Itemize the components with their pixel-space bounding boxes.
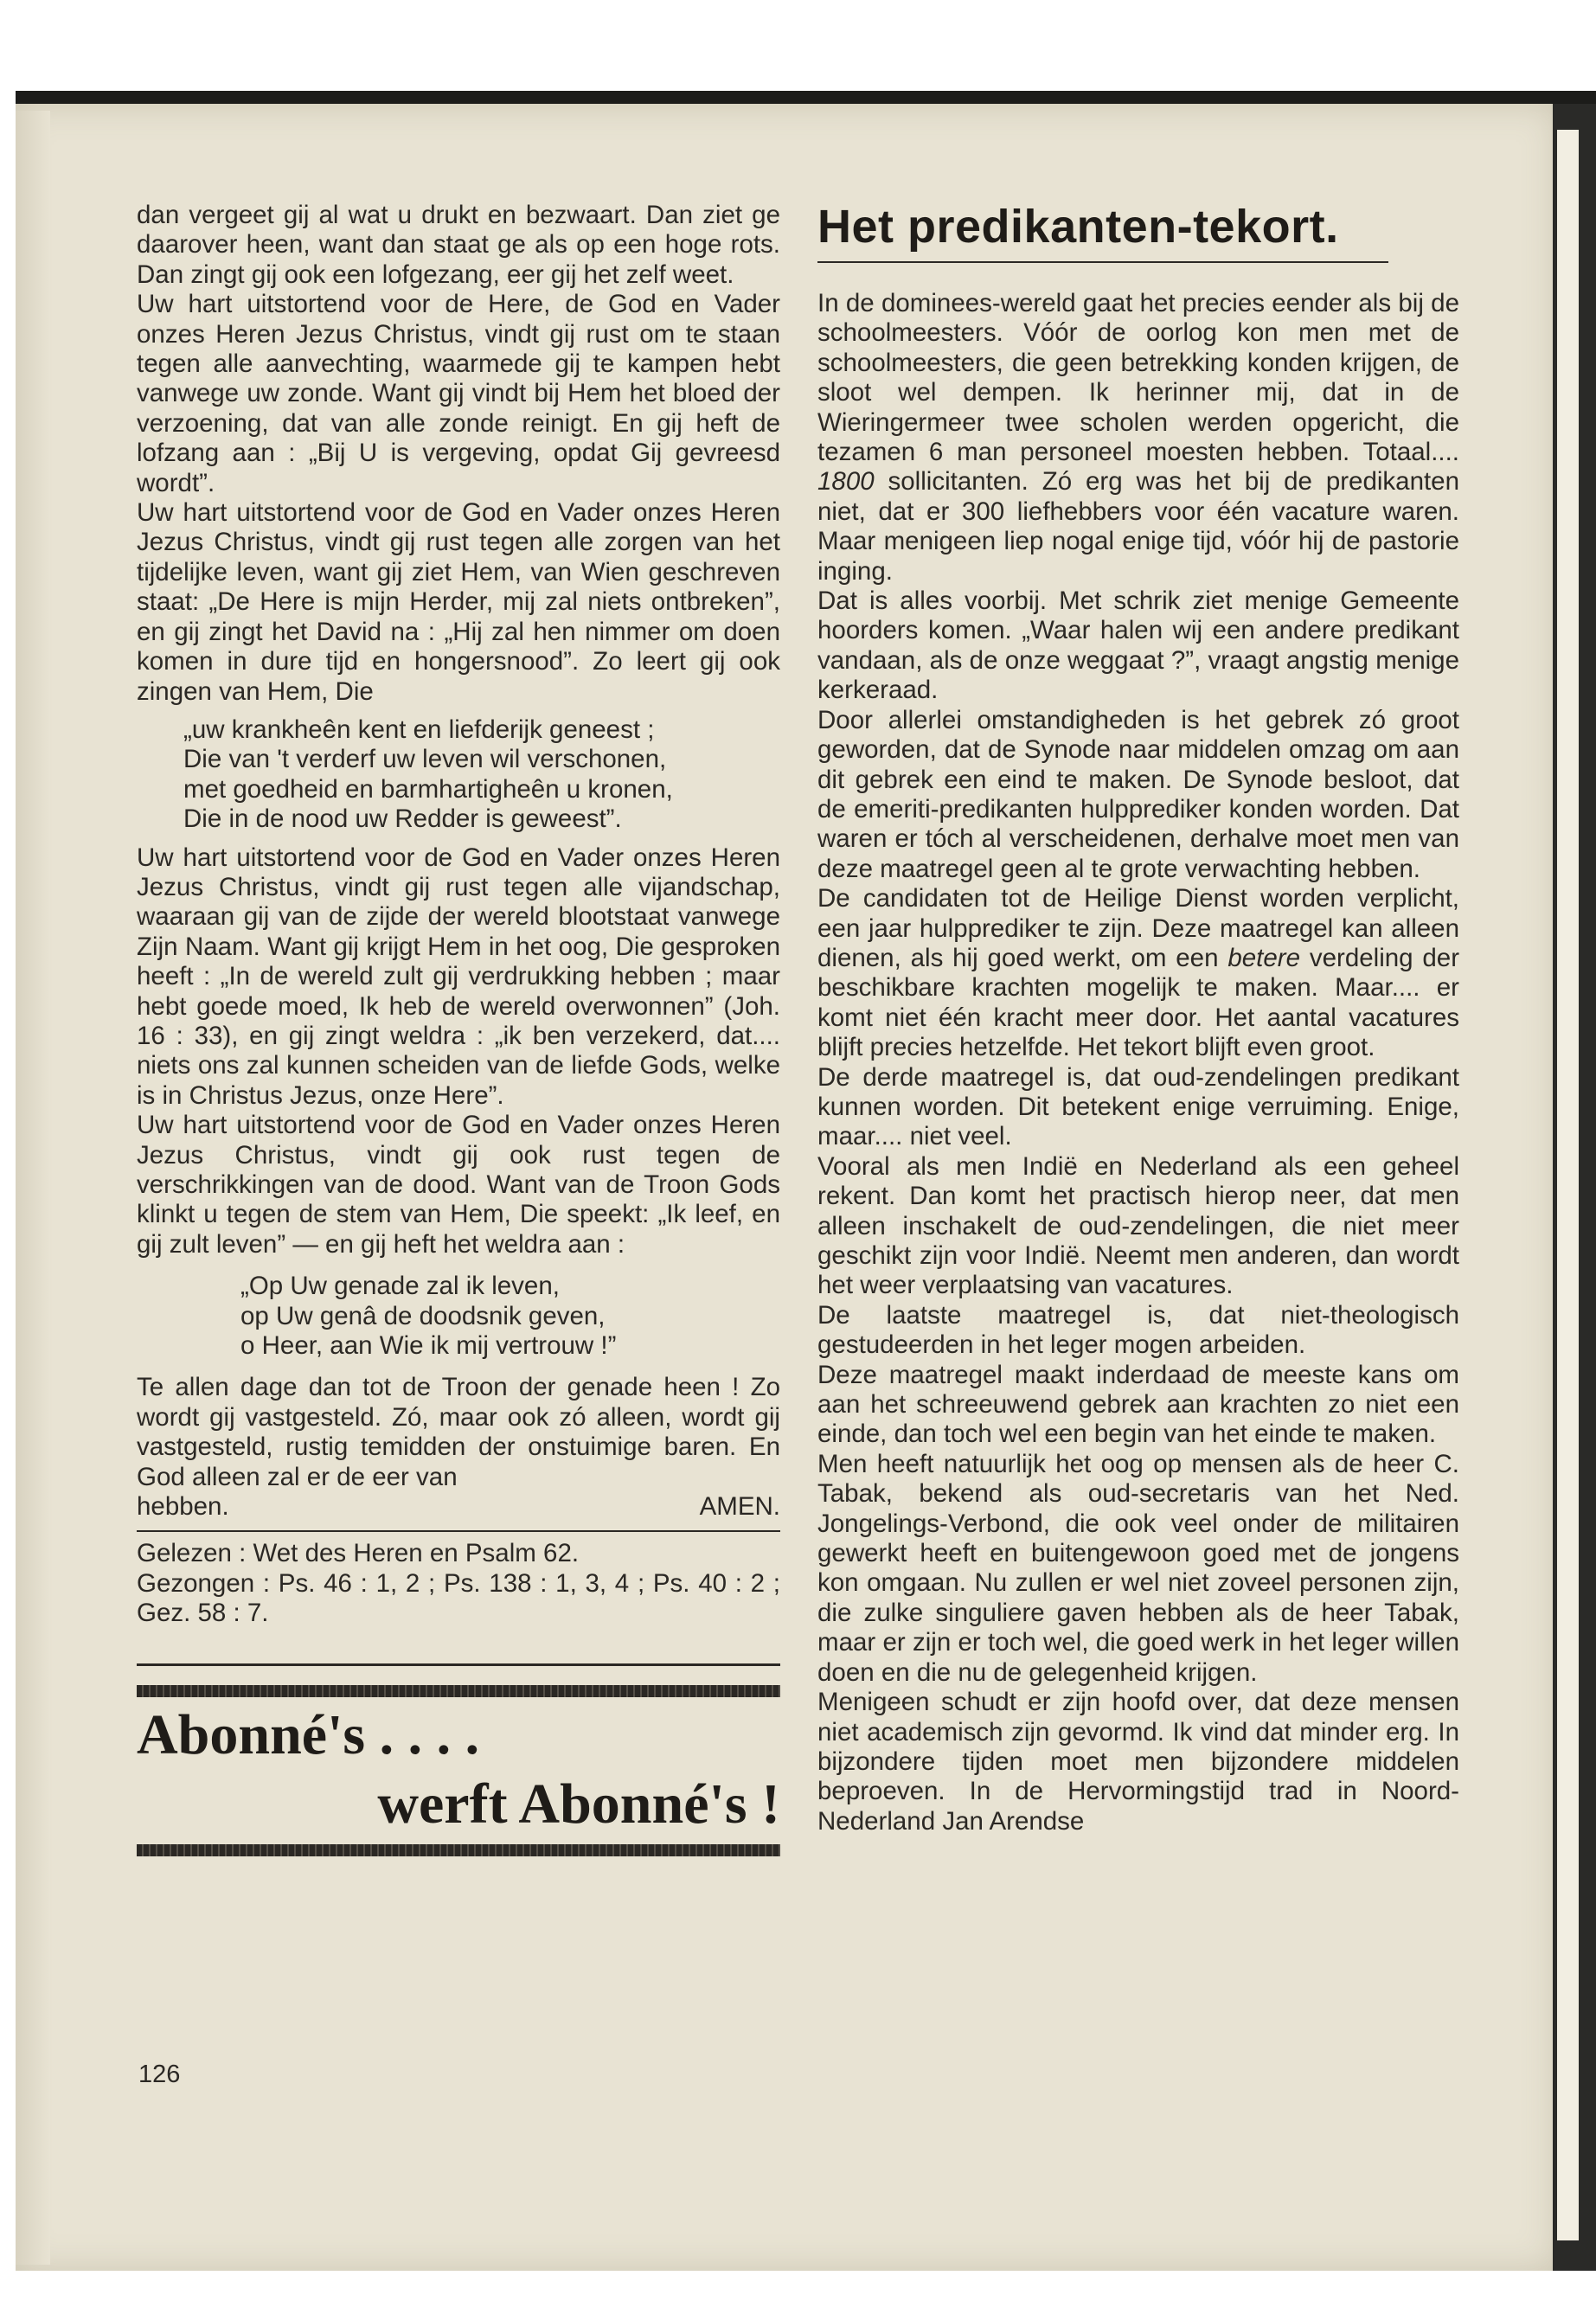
verse-line: Die in de nood uw Redder is geweest”. (183, 804, 622, 834)
paragraph: Men heeft natuurlijk het oog op mensen als de heer C. Tabak, bekend als oud-secretaris van het Ned. Jongelings-Verbond, die ook veel onder de militairen gewerkt heeft en buitengewoon goed met de jongens kon omgaan. Nu zullen er wel niet zoveel personen zijn, die zulke singuliere gaven hebben als de heer Tabak, maar er zijn er toch wel, die goed werk in het leger willen doen en die nu de gelegenheid krijgen. (817, 1449, 1459, 1687)
page-number: 126 (138, 2061, 181, 2088)
text-span: verdeling der beschikbare krachten mogelijk te maken. Maar.... er komt niet één kracht meer door. Het aantal vacatures blijft precies hetzelfde. Het tekort blijft even groot. (817, 943, 1460, 1062)
verse-line: Die van 't verderf uw leven wil verschonen, (183, 745, 667, 774)
page-binding-shadow (16, 111, 50, 2265)
readings-line: Gelezen : Wet des Heren en Psalm 62. (137, 1539, 580, 1568)
verse-line: op Uw genâ de doodsnik geven, (240, 1301, 606, 1330)
paragraph: Te allen dage dan tot de Troon der genade heen ! Zo wordt gij vastgesteld. Zó, maar ook zó alleen, wordt gij vastgesteld, rustig temidden der onstuimige baren. En God alleen zal er de eer van (137, 1373, 780, 1491)
amen-text: AMEN. (699, 1492, 780, 1522)
paragraph: De laatste maatregel is, dat niet-theologisch gestudeerden in het leger mogen arbeiden. (817, 1300, 1459, 1360)
left-column (137, 201, 780, 1856)
verse-line: o Heer, aan Wie ik mij vertrouw !” (240, 1331, 617, 1361)
songs-line: Gezongen : Ps. 46 : 1, 2 ; Ps. 138 : 1, 3, 4 ; Ps. 40 : 2 ; Gez. 58 : 7. (137, 1568, 780, 1628)
title-underline (817, 261, 1388, 263)
paragraph: Uw hart uitstortend voor de Here, de God en Vader onzes Heren Jezus Christus, vindt gij rust om te staan tegen alle aanvechting, waarmede gij te kampen hebt vanwege uw zonde. Want gij vindt bij Hem het bloed der verzoening, dat van alle zonde reinigt. En gij heft de lofzang aan : „Bij U is vergeving, opdat Gij gevreesd wordt”. (137, 290, 780, 497)
paragraph: Vooral als men Indië en Nederland als een geheel rekent. Dan komt het practisch hierop neer, dat men alleen inschakelt de oud-zendelingen, die niet meer geschikt zijn voor Indië. Neemt men anderen, dan wordt het weer verplaatsing van vacatures. (817, 1151, 1459, 1300)
paragraph: Dat is alles voorbij. Met schrik ziet menige Gemeente hoorders komen. „Waar halen wij een andere predikant vandaan, als de onze weggaat ?”, vraagt angstig menige kerkeraad. (817, 586, 1459, 705)
paragraph: Door allerlei omstandigheden is het gebrek zó groot geworden, dat de Synode naar middelen omzag om aan dit gebrek een eind te maken. De Synode besloot, dat de emeriti-predikanten hulpprediker konden worden. Dat waren er tóch al verscheidenen, derhalve moet men van deze maatregel geen al te grote verwachting hebben. (817, 705, 1459, 883)
ad-headline: Abonné's . . . . (137, 1702, 480, 1766)
verse-line: met goedheid en barmhartigheên u kronen, (183, 774, 673, 804)
paragraph: Uw hart uitstortend voor de God en Vader onzes Heren Jezus Christus, vindt gij ook rust tegen de verschrikkingen van de dood. Want van de Troon Gods klinkt u tegen de stem van Hem, Die speekt: „Ik leef, en gij zult leven” — en gij heft het weldra aan : (137, 1111, 780, 1259)
paragraph: dan vergeet gij al wat u drukt en bezwaart. Dan ziet ge daarover heen, want dan staat ge als op een hoge rots. Dan zingt gij ook een lofgezang, eer gij het zelf weet. (137, 201, 780, 289)
paragraph: Uw hart uitstortend voor de God en Vader onzes Heren Jezus Christus, vindt gij rust tegen alle vijandschap, waaraan gij van de zijde der wereld blootstaat vanwege Zijn Naam. Want gij krijgt Hem in het oog, Die gesproken heeft : „In de wereld zult gij verdrukking hebben ; maar hebt goede moed, Ik heb de wereld overwonnen” (Joh. 16 : 33), en gij zingt weldra : „ik ben verzekerd, dat.... niets ons zal kunnen scheiden van de liefde Gods, welke is in Christus Jezus, onze Here”. (137, 843, 780, 1110)
text-span: De candidaten tot de Heilige Dienst worden verplicht, een jaar hulpprediker te zijn. Deze maatregel kan alleen dienen, als hij goed werkt, om een (817, 884, 1459, 972)
ad-top-band (137, 1685, 780, 1697)
verse-line: „uw krankheên kent en liefderijk geneest ; (183, 715, 655, 744)
divider (137, 1530, 780, 1532)
verse-line: „Op Uw genade zal ik leven, (240, 1272, 560, 1301)
paragraph: De derde maatregel is, dat oud-zendelingen predikant kunnen worden. Dit betekent enige verruiming. Enige, maar.... niet veel. (817, 1062, 1459, 1151)
paragraph: Menigeen schudt er zijn hoofd over, dat deze mensen niet academisch zijn gevormd. Ik vind dat minder erg. In bijzondere tijden moet men bijzondere middelen beproeven. In de Hervormingstijd trad in Noord-Nederland Jan Arendse (817, 1688, 1459, 1836)
verse-block (183, 715, 780, 835)
closing-line (137, 1492, 780, 1522)
ad-tagline: werft Abonné's ! (377, 1772, 780, 1836)
emphasis: betere (1227, 943, 1300, 972)
scan-background (0, 0, 1596, 91)
text-span: sollicitanten. Zó erg was het bij de predikanten niet, dat er 300 liefhebbers voor één vacature waren. Maar menigeen liep nogal enige tijd, vóór hij de pastorie inging. (817, 467, 1459, 586)
article-title: Het predikanten-tekort. (817, 201, 1339, 253)
ad-bottom-band (137, 1844, 780, 1856)
text-span: In de dominees-wereld gaat het precies eender als bij de schoolmeesters. Vóór de oorlog kon men met de schoolmeesters, die geen betrekking konden krijgen, de sloot wel dempen. Ik herinner mij, dat in de Wieringermeer twee scholen werden opgericht, die tezamen 6 man personeel moesten hebben. Totaal.... (817, 289, 1459, 467)
right-column (817, 201, 1459, 1836)
verse-block (240, 1272, 780, 1361)
paragraph: Deze maatregel maakt inderdaad de meeste kans om aan het schreeuwend gebrek aan krachten zo niet een einde, dan toch wel een begin van het einde te maken. (817, 1360, 1459, 1449)
page-right-strip (1557, 130, 1579, 2240)
paragraph: Uw hart uitstortend voor de God en Vader onzes Heren Jezus Christus, vindt gij rust tegen alle zorgen van het tijdelijke leven, want gij ziet Hem, van Wien geschreven staat: „De Here is mijn Herder, mij zal niets ontbreken”, en gij zingt het David na : „Hij zal hen nimmer om doen komen in dure tijd en hongersnood”. Zo leert gij ook zingen van Hem, Die (137, 498, 780, 706)
paragraph (817, 289, 1459, 586)
emphasis: 1800 (817, 467, 875, 497)
closing-word: hebben. (137, 1492, 229, 1522)
paragraph (817, 884, 1459, 1062)
